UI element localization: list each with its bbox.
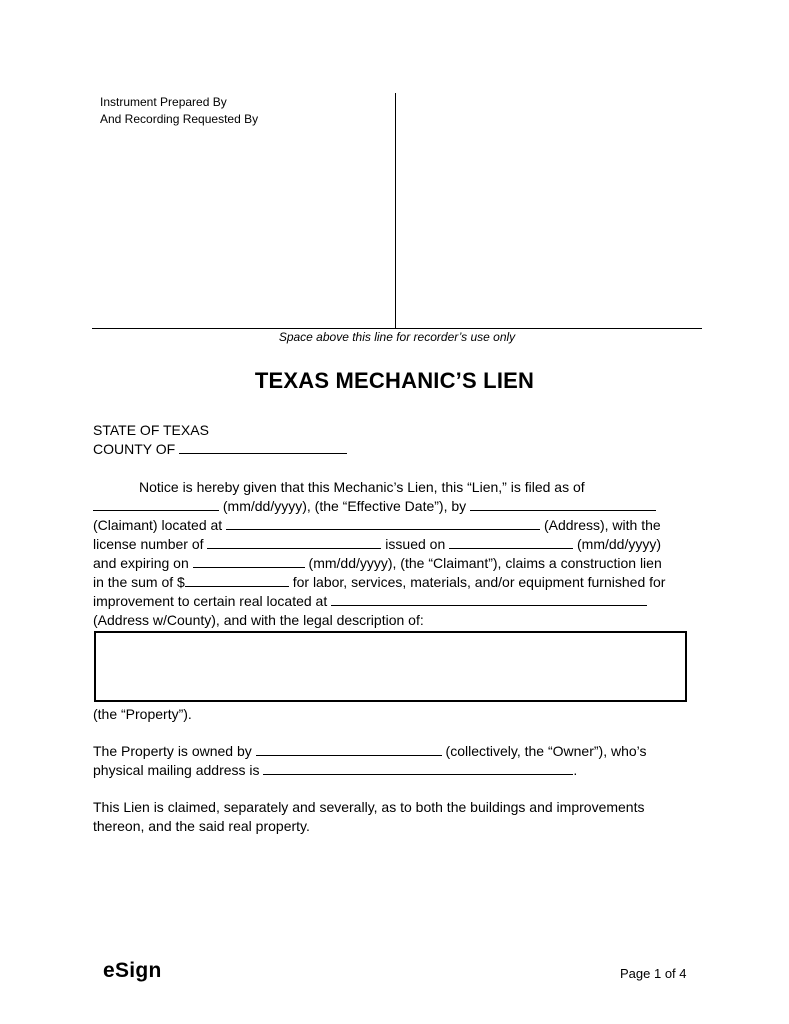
state-line: STATE OF TEXAS — [93, 422, 209, 438]
requested-by-label: And Recording Requested By — [100, 112, 259, 126]
property-label: (the “Property”). — [93, 706, 192, 722]
claimant-name-blank[interactable] — [470, 497, 656, 511]
document-title: TEXAS MECHANIC’S LIEN — [254, 368, 535, 393]
recorder-divider-horizontal — [92, 328, 702, 329]
page-number: Page 1 of 4 — [620, 966, 687, 981]
county-line — [93, 440, 347, 459]
county-blank[interactable] — [179, 440, 347, 454]
notice-line-1: Notice is hereby given that this Mechanic’s Lien, this “Lien,” is filed as of — [139, 479, 585, 495]
lien-amount-blank[interactable] — [185, 573, 289, 587]
notice-line-5: and expiring on (mm/dd/yyyy), (the “Claimant”), claims a construction lien — [93, 555, 662, 571]
recorder-box-label — [100, 94, 258, 128]
effective-date-blank[interactable] — [93, 497, 219, 511]
owner-line-2: physical mailing address is . — [93, 762, 578, 778]
notice-line-2: (mm/dd/yyyy), (the “Effective Date”), by — [93, 497, 656, 516]
recorder-divider-vertical — [395, 93, 396, 329]
license-number-blank[interactable] — [207, 535, 381, 549]
issued-on-blank[interactable] — [449, 535, 573, 549]
esign-logo: eSign — [103, 959, 162, 982]
notice-line-6: in the sum of $ for labor, services, materials, and/or equipment furnished for — [93, 574, 666, 590]
property-address-blank[interactable] — [331, 592, 647, 606]
owner-address-blank[interactable] — [263, 761, 573, 775]
legal-description-box[interactable] — [94, 631, 687, 702]
claim-line-1: This Lien is claimed, separately and severally, as to both the buildings and improvements — [93, 799, 645, 815]
owner-name-blank[interactable] — [256, 742, 442, 756]
prepared-by-label: Instrument Prepared By — [100, 95, 227, 109]
claimant-address-blank[interactable] — [226, 516, 540, 530]
claim-line-2: thereon, and the said real property. — [93, 818, 310, 834]
notice-line-8: (Address w/County), and with the legal description of: — [93, 612, 424, 628]
recorder-space-note: Space above this line for recorder’s use only — [278, 330, 516, 344]
owner-line-1: The Property is owned by (collectively, the “Owner”), who’s — [93, 743, 647, 759]
county-label: COUNTY OF — [93, 441, 176, 457]
notice-line-3: (Claimant) located at (Address), with the — [93, 517, 661, 533]
notice-line-4: license number of issued on (mm/dd/yyyy) — [93, 536, 662, 552]
expiring-on-blank[interactable] — [193, 554, 305, 568]
notice-line-7: improvement to certain real located at — [93, 592, 647, 611]
